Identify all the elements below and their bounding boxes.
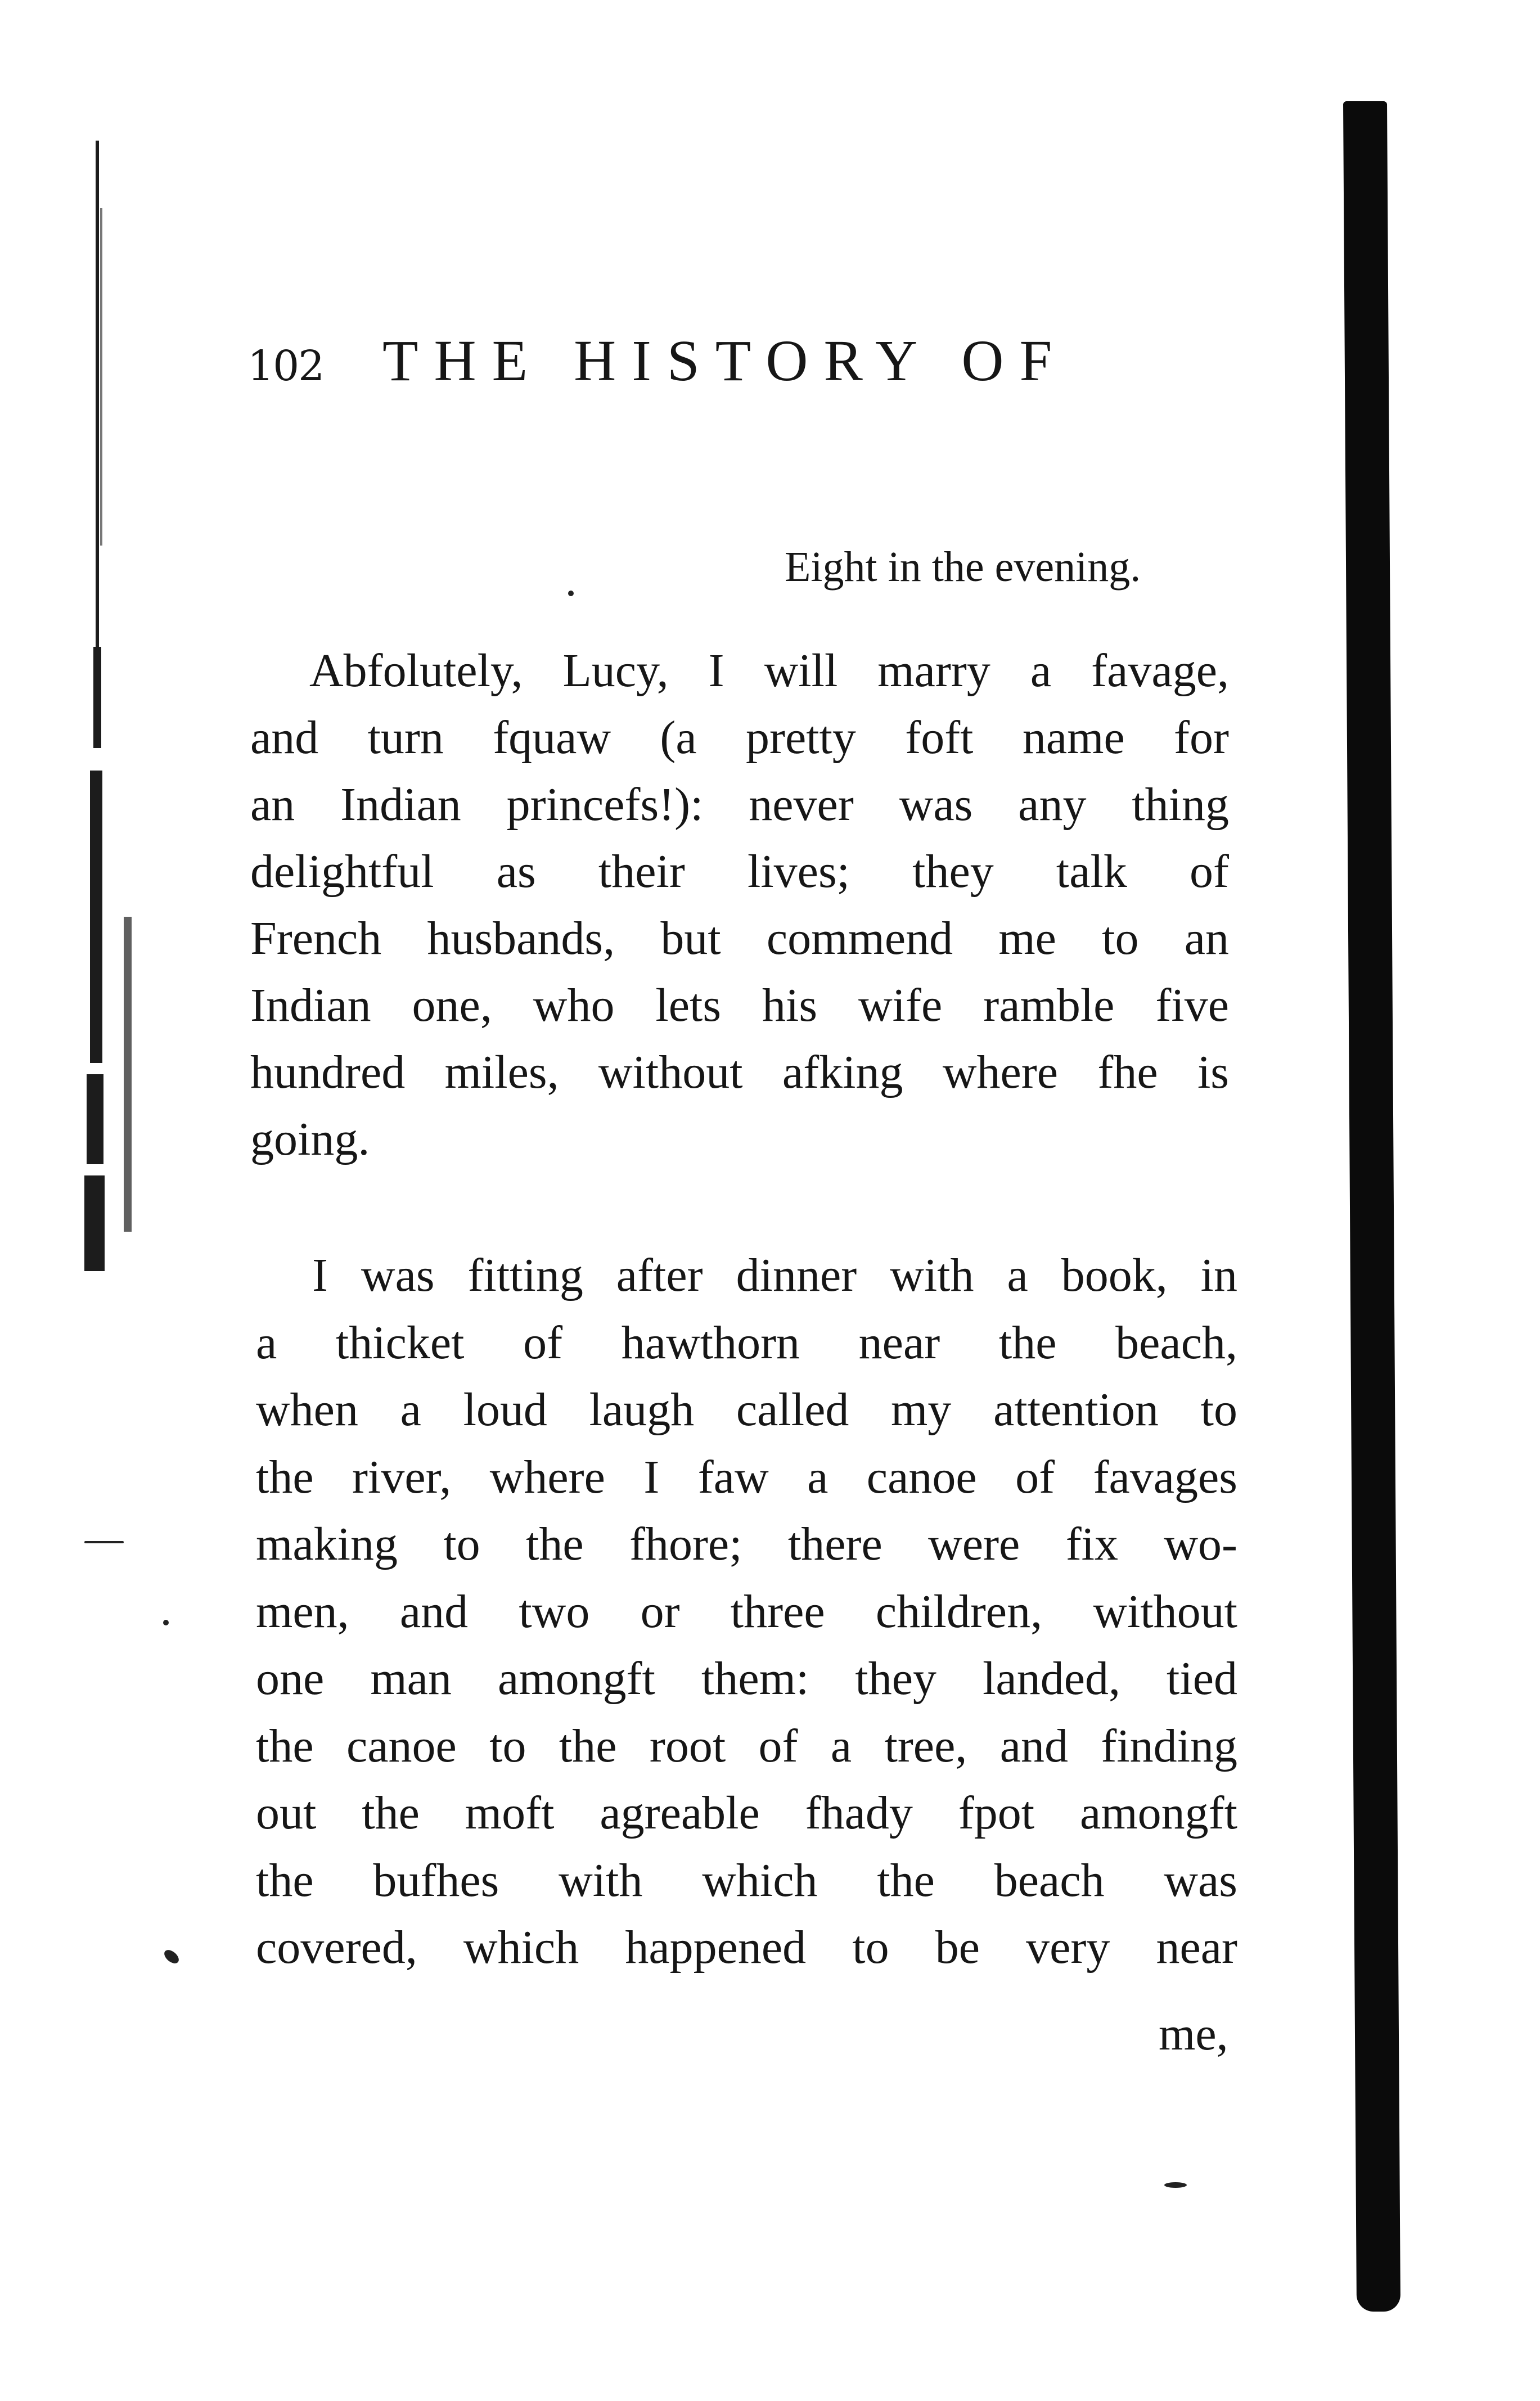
running-header (247, 328, 1125, 405)
text-line: covered, which happened to be very near (256, 1921, 1237, 1974)
text-line: men, and two or three children, without (256, 1585, 1237, 1638)
text-line: French husbands, but commend me to an (250, 912, 1229, 965)
ink-speck (1164, 2182, 1187, 2188)
text-line: an Indian princefs!): never was any thing (250, 778, 1229, 831)
text-line: the river, where I faw a canoe of favages (256, 1450, 1237, 1503)
text-line: and turn fquaw (a pretty foft name for (250, 711, 1229, 764)
text-line: making to the fhore; there were fix wo- (256, 1518, 1237, 1570)
ink-speck (162, 1947, 182, 1966)
text-line: hundred miles, without afking where fhe is (250, 1046, 1229, 1098)
text-line: delightful as their lives; they talk of (250, 845, 1229, 898)
page-number: 102 (247, 342, 324, 390)
text-line: when a loud laugh called my attention to (256, 1384, 1237, 1436)
text-line: out the moft agreable fhady fpot amongft (256, 1787, 1237, 1839)
text-line: the bufhes with which the beach was (256, 1854, 1237, 1907)
ink-speck (163, 1620, 169, 1625)
text-line: I was fitting after dinner with a book, in (312, 1249, 1237, 1301)
paragraph-2 (256, 1242, 1237, 1981)
catchword: me, (1159, 2008, 1228, 2060)
edge-show-through-marks (73, 141, 135, 1378)
ink-speck (568, 591, 574, 596)
text-line: a thicket of hawthorn near the beach, (256, 1316, 1237, 1369)
text-line: the canoe to the root of a tree, and finding (256, 1719, 1237, 1772)
dateline: Eight in the evening. (785, 543, 1141, 591)
ink-speck (84, 1541, 124, 1543)
running-title: THE HISTORY OF (382, 328, 1068, 393)
binding-shadow (1343, 101, 1401, 2312)
text-line: Abfolutely, Lucy, I will marry a favage, (309, 645, 1229, 697)
text-line: Indian one, who lets his wife ramble five (250, 979, 1229, 1031)
paragraph-1 (250, 637, 1229, 1173)
text-line: one man amongft them: they landed, tied (256, 1652, 1237, 1705)
text-line: going. (250, 1113, 370, 1165)
